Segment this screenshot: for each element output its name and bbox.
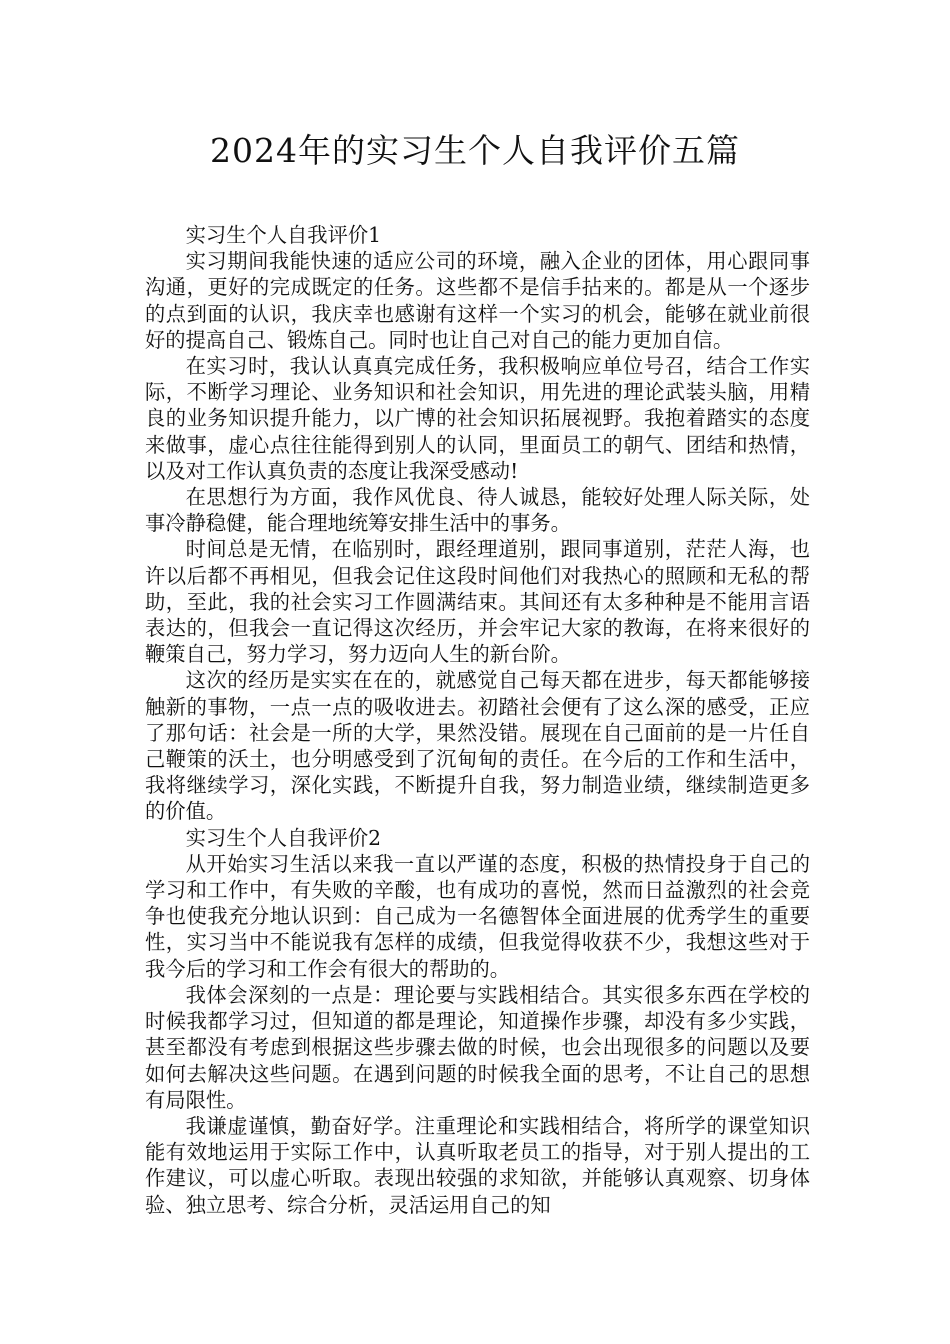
paragraph: 实习期间我能快速的适应公司的环境，融入企业的团体，用心跟同事沟通，更好的完成既定的任务。这些都不是信手拈来的。都是从一个逐步的点到面的认识，我庆幸也感谢有这样一个实习的机会，能够在就业前很好的提高自己、锻炼自己。同时也让自己对自己的能力更加自信。	[145, 249, 810, 352]
paragraph: 这次的经历是实实在在的，就感觉自己每天都在进步，每天都能够接触新的事物，一点一点的吸收进去。初踏社会便有了这么深的感受，正应了那句话：社会是一所的大学，果然没错。展现在自己面前的是一片任自己鞭策的沃土，也分明感受到了沉甸甸的责任。在今后的工作和生活中，我将继续学习，深化实践，不断提升自我，努力制造业绩，继续制造更多的价值。	[145, 668, 810, 824]
paragraph: 我谦虚谨慎，勤奋好学。注重理论和实践相结合，将所学的课堂知识能有效地运用于实际工作中，认真听取老员工的指导，对于别人提出的工作建议，可以虚心听取。表现出较强的求知欲，并能够认真观察、切身体验、独立思考、综合分析，灵活运用自己的知	[145, 1113, 810, 1217]
document-body	[145, 222, 810, 1218]
section-heading-2: 实习生个人自我评价2	[185, 825, 382, 850]
paragraph: 时间总是无情，在临别时，跟经理道别，跟同事道别，茫茫人海，也许以后都不再相见，但我会记住这段时间他们对我热心的照顾和无私的帮助，至此，我的社会实习工作圆满结束。其间还有太多种种是不能用言语表达的，但我会一直记得这次经历，并会牢记大家的教诲，在将来很好的鞭策自己，努力学习，努力迈向人生的新台阶。	[145, 537, 810, 667]
paragraph: 我体会深刻的一点是：理论要与实践相结合。其实很多东西在学校的时候我都学习过，但知道的都是理论，知道操作步骤，却没有多少实践，甚至都没有考虑到根据这些步骤去做的时候，也会出现很多的问题以及要如何去解决这些问题。在遇到问题的时候我全面的思考，不让自己的思想有局限性。	[145, 982, 810, 1112]
document-title: 2024年的实习生个人自我评价五篇	[210, 131, 740, 170]
section-heading-1: 实习生个人自我评价1	[185, 223, 382, 247]
paragraph: 从开始实习生活以来我一直以严谨的态度，积极的热情投身于自己的学习和工作中，有失败的辛酸，也有成功的喜悦，然而日益激烈的社会竞争也使我充分地认识到：自己成为一名德智体全面进展的优秀学生的重要性，实习当中不能说我有怎样的成绩，但我觉得收获不少，我想这些对于我今后的学习和工作会有很大的帮助的。	[145, 851, 810, 981]
paragraph: 在思想行为方面，我作风优良、待人诚恳，能较好处理人际关际，处事冷静稳健，能合理地统筹安排生活中的事务。	[145, 485, 810, 536]
paragraph: 在实习时，我认认真真完成任务，我积极响应单位号召，结合工作实际，不断学习理论、业务知识和社会知识，用先进的理论武装头脑，用精良的业务知识提升能力，以广博的社会知识拓展视野。我抱着踏实的态度来做事，虚心点往往能得到别人的认同，里面员工的朝气、团结和热情，以及对工作认真负责的态度让我深受感动!	[145, 354, 810, 483]
